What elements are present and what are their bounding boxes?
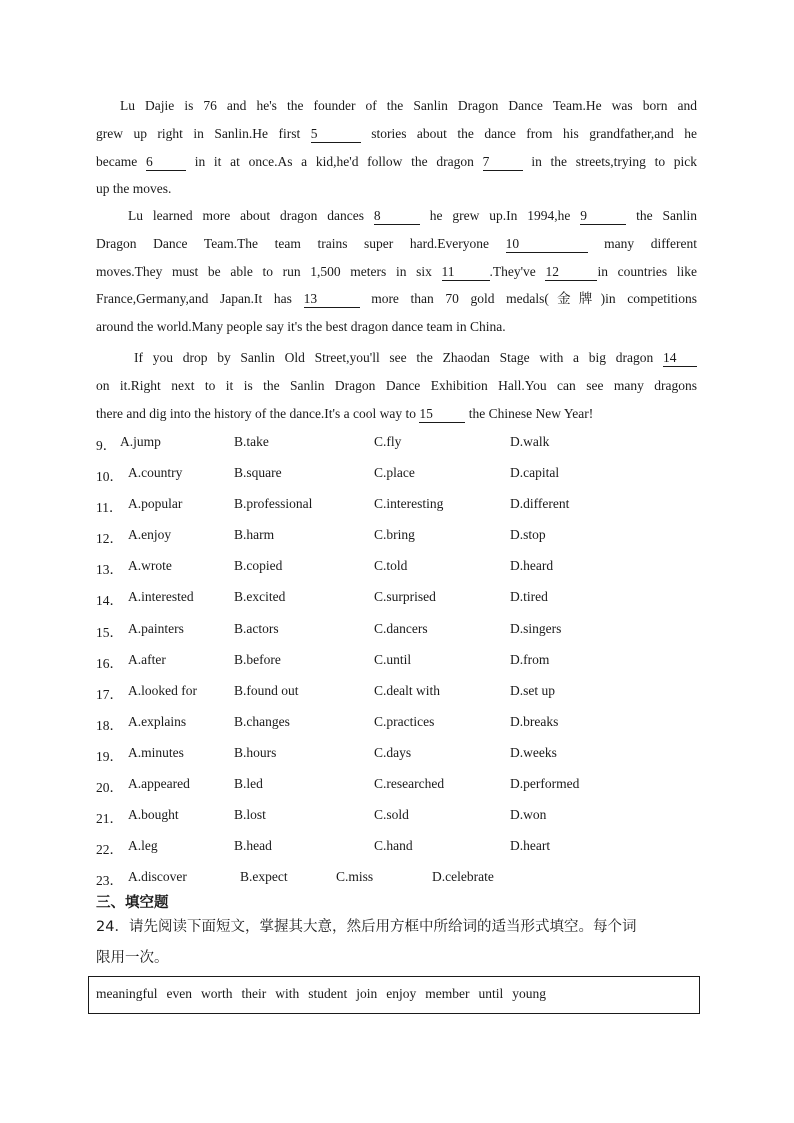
question-row: [96, 554, 716, 585]
question-row: [96, 772, 716, 803]
option-a[interactable]: A.leg: [128, 838, 158, 854]
passage-line: [96, 148, 697, 176]
option-b[interactable]: B.harm: [234, 527, 275, 543]
question-number: 11．: [96, 500, 123, 516]
option-a[interactable]: A.after: [128, 651, 166, 667]
passage-text: more than 70 gold medals(金牌)in competitions: [371, 291, 697, 307]
option-d[interactable]: D.stop: [510, 527, 546, 543]
question-row: [96, 585, 716, 616]
option-b[interactable]: B.changes: [234, 713, 290, 729]
option-a[interactable]: A.painters: [128, 620, 184, 636]
option-b[interactable]: B.square: [234, 465, 282, 481]
blank-12[interactable]: 12: [545, 263, 597, 281]
passage-line: [96, 230, 697, 258]
question-row: [96, 461, 716, 492]
option-c[interactable]: C.practices: [374, 713, 435, 729]
question-number: 9．: [96, 438, 117, 453]
option-d[interactable]: D.performed: [510, 776, 580, 792]
option-d[interactable]: D.weeks: [510, 744, 557, 760]
option-c[interactable]: C.fly: [374, 434, 402, 449]
option-b[interactable]: B.hours: [234, 744, 277, 760]
question-row: [96, 523, 716, 554]
passage-text: France,Germany,and Japan.It has: [96, 291, 292, 307]
question-24-instructions: [96, 912, 700, 974]
question-row: [96, 679, 716, 710]
option-a[interactable]: A.looked for: [128, 682, 197, 698]
option-b[interactable]: B.copied: [234, 558, 283, 574]
blank-5[interactable]: 5: [311, 125, 361, 143]
option-b[interactable]: B.led: [234, 776, 263, 792]
passage-line: [96, 344, 697, 372]
option-c[interactable]: C.researched: [374, 776, 445, 792]
option-d[interactable]: D.heart: [510, 838, 551, 854]
passage-line: Lu Dajie is 76 and he's the founder of the Sanlin Dragon Dance Team.He was born and: [120, 98, 697, 113]
option-b[interactable]: B.professional: [234, 496, 313, 512]
question-number: 17．: [96, 686, 123, 702]
word-box-item: student: [308, 986, 348, 1001]
option-d[interactable]: D.singers: [510, 620, 562, 636]
option-d[interactable]: D.won: [510, 807, 547, 823]
option-a[interactable]: A.appeared: [128, 776, 190, 792]
passage-text: many different: [604, 235, 697, 251]
option-a[interactable]: A.jump: [120, 434, 161, 449]
word-box-item: member: [425, 986, 470, 1001]
question-number: 23．: [96, 873, 123, 889]
option-a[interactable]: A.enjoy: [128, 527, 172, 543]
passage-line: [96, 258, 697, 286]
option-c[interactable]: C.hand: [374, 838, 413, 854]
passage-text: stories about the dance from his grandfather,and he: [371, 125, 698, 141]
option-c[interactable]: C.place: [374, 465, 415, 481]
option-a[interactable]: A.bought: [128, 807, 179, 823]
question-number: 13．: [96, 562, 123, 578]
word-box-item: join: [356, 986, 378, 1001]
word-box-words: [96, 986, 555, 1002]
passage-line: up the moves.: [96, 181, 172, 197]
passage-line: [96, 285, 697, 313]
option-a[interactable]: A.interested: [128, 589, 194, 605]
option-d[interactable]: D.heard: [510, 558, 554, 574]
word-box-item: even: [166, 986, 192, 1001]
option-d[interactable]: D.different: [510, 496, 570, 512]
option-b[interactable]: B.lost: [234, 807, 266, 823]
passage-line: around the world.Many people say it's the best dragon dance team in China.: [96, 319, 506, 335]
passage-text: there and dig into the history of the dance.It's a cool way to: [96, 405, 416, 421]
passage-text: If you drop by Sanlin Old Street,you'll see the Zhaodan Stage with a big dragon: [134, 350, 654, 365]
option-a[interactable]: A.minutes: [128, 744, 184, 760]
passage-line: on it.Right next to it is the Sanlin Dragon Dance Exhibition Hall.You can see many dragons: [96, 377, 697, 393]
passage-text: Lu learned more about dragon dances: [128, 208, 365, 223]
option-b[interactable]: B.excited: [234, 589, 286, 605]
option-b[interactable]: B.head: [234, 838, 272, 854]
passage-text: became: [96, 153, 138, 169]
option-c[interactable]: C.until: [374, 651, 412, 667]
option-d[interactable]: D.capital: [510, 465, 560, 481]
option-d[interactable]: D.celebrate: [432, 869, 494, 885]
question-number: 12．: [96, 531, 123, 547]
question-row: [96, 430, 716, 461]
passage-paragraph-1: [96, 92, 697, 203]
blank-7[interactable]: 7: [483, 153, 523, 171]
word-box-item: meaningful: [96, 986, 158, 1001]
question-row: [96, 648, 716, 679]
question-number: 21．: [96, 811, 123, 827]
option-c[interactable]: C.surprised: [374, 589, 436, 605]
option-b[interactable]: B.take: [234, 434, 269, 449]
option-c[interactable]: C.dancers: [374, 620, 428, 636]
word-box-item: young: [512, 986, 546, 1001]
question-number: 15．: [96, 624, 123, 640]
passage-text: in the streets,trying to pick: [531, 153, 698, 169]
blank-8[interactable]: 8: [374, 207, 420, 225]
option-c[interactable]: C.dealt with: [374, 682, 440, 698]
blank-11[interactable]: 11: [442, 263, 490, 281]
word-box-item: their: [241, 986, 267, 1001]
option-a[interactable]: A.country: [128, 465, 183, 481]
question-row: [96, 803, 716, 834]
option-c[interactable]: C.bring: [374, 527, 415, 543]
option-c[interactable]: C.told: [374, 558, 408, 574]
blank-13[interactable]: 13: [304, 290, 360, 308]
question-row: [96, 834, 716, 865]
option-b[interactable]: B.before: [234, 651, 281, 667]
passage-text: .They've: [489, 263, 536, 279]
passage-text: the Chinese New Year!: [468, 405, 594, 421]
passage-line: [96, 202, 697, 230]
blank-10[interactable]: 10: [506, 235, 588, 253]
question-number: 19．: [96, 748, 123, 764]
passage-text: grew up right in Sanlin.He first: [96, 125, 301, 141]
blank-6[interactable]: 6: [146, 153, 186, 171]
option-c[interactable]: C.days: [374, 744, 412, 760]
passage-text: in countries like: [597, 263, 698, 279]
question-row: [96, 741, 716, 772]
question-number: 10．: [96, 469, 123, 485]
instruction-line: 限用一次。: [96, 950, 169, 966]
passage-paragraph-2: [96, 202, 697, 341]
option-a[interactable]: A.explains: [128, 713, 187, 729]
passage-text: the Sanlin: [636, 208, 698, 223]
passage-text: he grew up.In 1994,he: [429, 208, 571, 223]
question-row: [96, 492, 716, 523]
passage-text: Dragon Dance Team.The team trains super hard.Everyone: [96, 235, 489, 251]
question-number: 22．: [96, 842, 123, 858]
options-list: [96, 430, 716, 896]
option-d[interactable]: D.tired: [510, 589, 548, 605]
question-row: [96, 617, 716, 648]
option-c[interactable]: C.miss: [336, 869, 374, 885]
option-b[interactable]: B.found out: [234, 682, 299, 698]
option-d[interactable]: D.walk: [510, 434, 550, 449]
option-a[interactable]: A.discover: [128, 869, 187, 885]
passage-line: [96, 400, 697, 428]
blank-14[interactable]: 14: [663, 349, 697, 367]
instruction-line: 24．请先阅读下面短文，掌握其大意，然后用方框中所给词的适当形式填空。每个词: [96, 919, 637, 935]
question-number: 14．: [96, 593, 123, 609]
passage-text: moves.They must be able to run 1,500 meters in six: [96, 263, 432, 279]
question-number: 16．: [96, 655, 123, 671]
option-d[interactable]: D.breaks: [510, 713, 559, 729]
blank-15[interactable]: 15: [419, 405, 465, 423]
question-number: 18．: [96, 717, 123, 733]
passage-paragraph-3: [96, 344, 697, 427]
passage-line: [96, 120, 697, 148]
option-d[interactable]: D.set up: [510, 682, 555, 698]
question-number: 20．: [96, 780, 123, 796]
option-c[interactable]: C.interesting: [374, 496, 444, 512]
word-box-item: with: [275, 986, 300, 1001]
section-title: 三、填空题: [96, 895, 169, 911]
word-box-item: until: [478, 986, 504, 1001]
question-row: [96, 865, 716, 896]
option-b[interactable]: B.expect: [240, 869, 288, 885]
question-row: [96, 710, 716, 741]
word-box-item: worth: [200, 986, 233, 1001]
option-b[interactable]: B.actors: [234, 620, 279, 636]
word-box-item: enjoy: [386, 986, 417, 1001]
word-box: [88, 976, 700, 1014]
option-a[interactable]: A.wrote: [128, 558, 172, 574]
passage-text: in it at once.As a kid,he'd follow the dragon: [194, 153, 474, 169]
blank-9[interactable]: 9: [580, 207, 626, 225]
option-a[interactable]: A.popular: [128, 496, 183, 512]
option-c[interactable]: C.sold: [374, 807, 409, 823]
option-d[interactable]: D.from: [510, 651, 550, 667]
